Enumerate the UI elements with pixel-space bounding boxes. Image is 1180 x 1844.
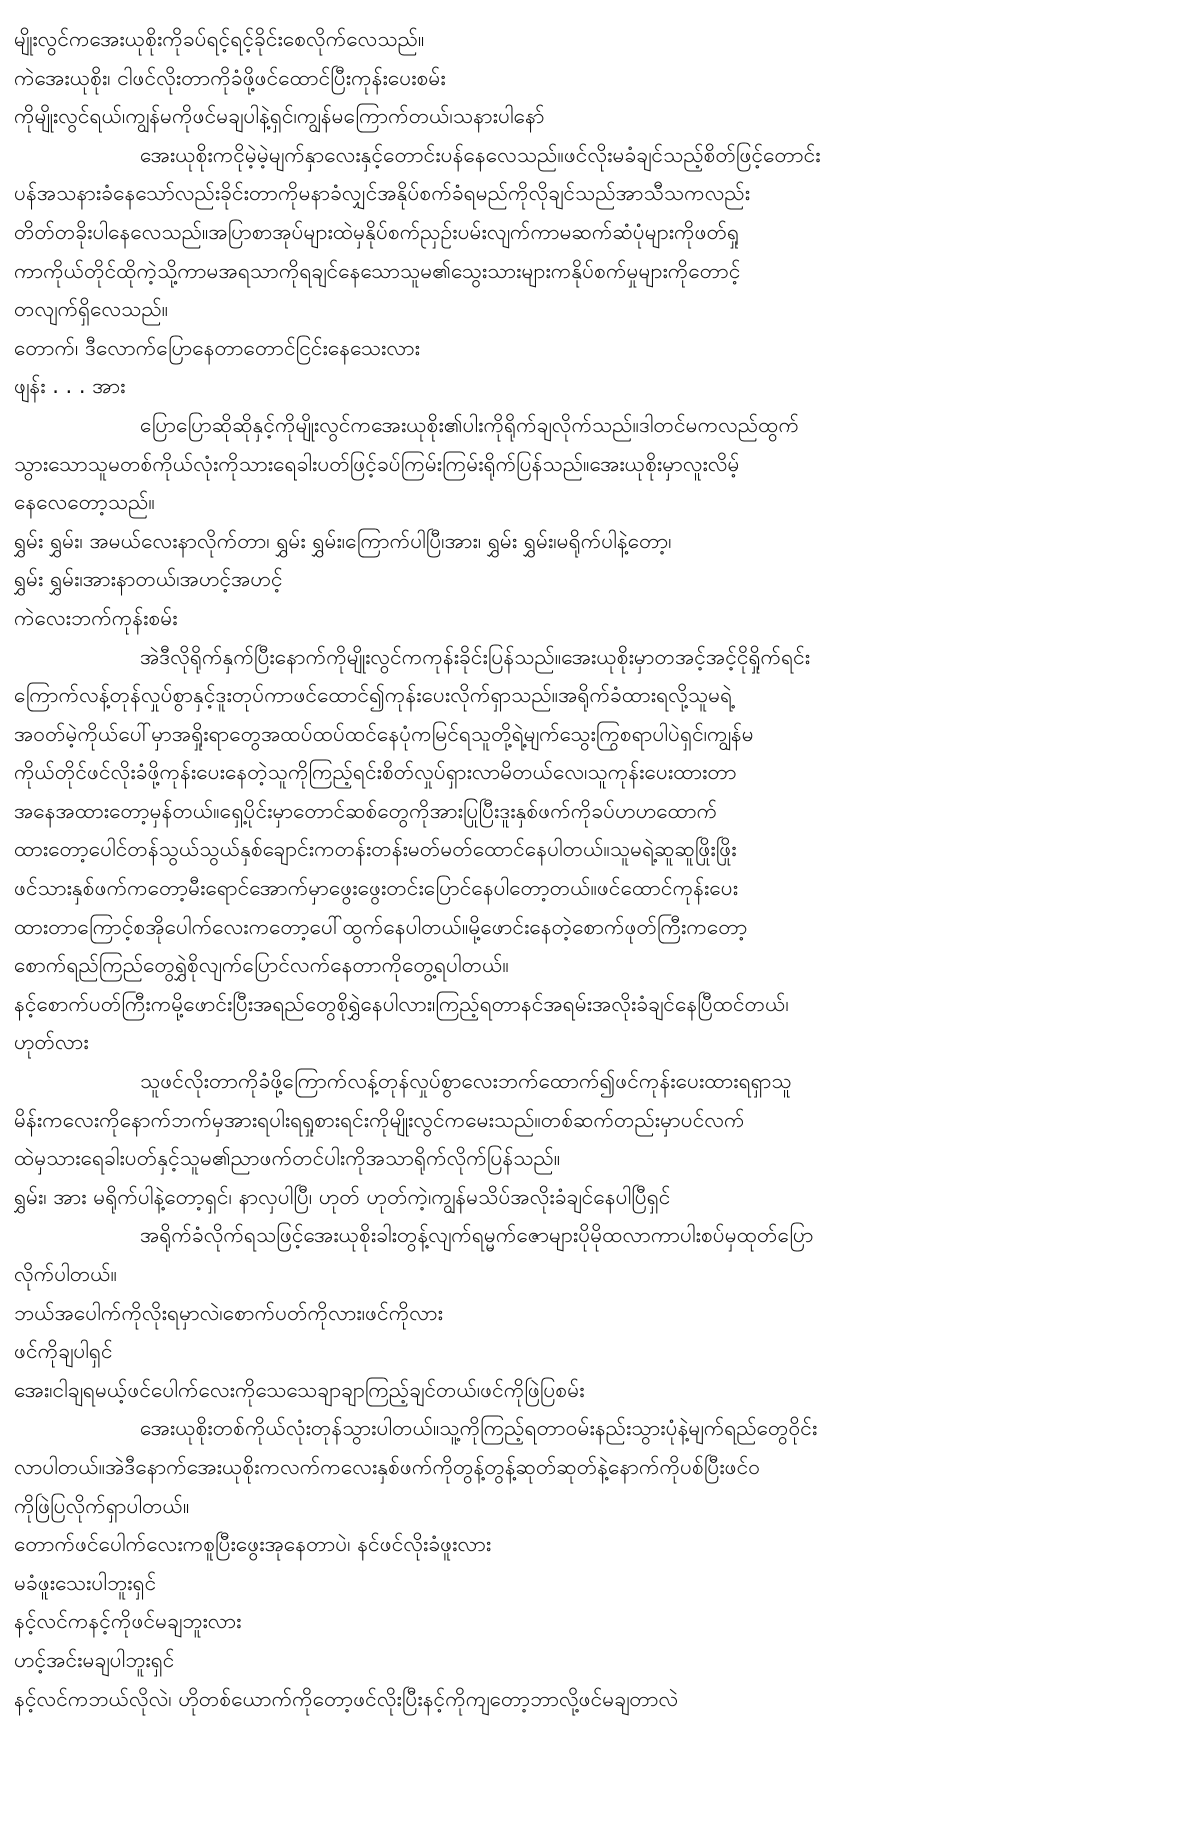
text-line: နင့်လင်ကဘယ်လိုလဲ၊ ဟိုတစ်ယောက်ကိုတော့ဖင်လိုးပြီးနင့်ကိုကျတော့ဘာလို့ဖင်မချတာလဲ	[14, 1686, 679, 1711]
text-line: ပန်အသနားခံနေသော်လည်းခိုင်းတာကိုမနာခံလျှင်အနိုပ်စက်ခံရမည်ကိုလိုချင်သည်အာသီသကလည်း	[14, 181, 751, 206]
text-line: မိန်းကလေးကိုနောက်ဘက်မှအားရပါးရရှုစားရင်းကိုမျိုးလွင်ကမေးသည်။တစ်ဆက်တည်းမှာပင်လက်	[14, 1107, 745, 1132]
text-line: ဖင်ကိုချပါရှင်	[14, 1339, 113, 1364]
paragraph-first-line: အရိုက်ခံလိုက်ရသဖြင့်အေးယုစိုးခါးတွန့်လျက်ရမ္မက်ဇောများပိုမိုထလာကာပါးစပ်မှထုတ်ပြော	[140, 1223, 814, 1248]
text-line: တောက်ဖင်ပေါက်လေးကစူပြီးဖွေးအုနေတာပဲ၊ နင်ဖင်လိုးခံဖူးလား	[14, 1532, 492, 1557]
text-line: နင့်စောက်ပတ်ကြီးကမို့ဖောင်းပြီးအရည်တွေစိုရွှဲနေပါလား၊ကြည့်ရတာနင်အရမ်းအလိုးခံချင်နေပြီထင်တယ်၊	[14, 991, 789, 1016]
text-line: အနေအထားတော့မှန်တယ်။ရှေ့ပိုင်းမှာတောင်ဆစ်တွေကိုအားပြုပြီးဒူးနှစ်ဖက်ကိုခပ်ဟဟထောက်	[14, 798, 718, 823]
text-line: ရွှမ်း ရွှမ်း၊ အမယ်လေးနာလိုက်တာ၊ ရွှမ်း ရွှမ်း၊ကြောက်ပါပြီ၊အား၊ ရွှမ်း ရွှမ်း၊မရိုက်ပါနဲ့တော့၊	[14, 528, 672, 553]
text-line: ဟင့်အင်းမချပါဘူးရှင်	[14, 1647, 175, 1672]
text-line: မခံဖူးသေးပါဘူးရှင်	[14, 1570, 157, 1595]
text-line: မျိုးလွင်ကအေးယုစိုးကိုခပ်ရင့်ရင့်ခိုင်းစေလိုက်လေသည်။	[14, 27, 425, 51]
document-body	[14, 20, 1166, 1718]
text-line: တိတ်တခိုးပါနေလေသည်။အပြာစာအုပ်များထဲမှနိုပ်စက်ညှဥ်းပမ်းလျက်ကာမဆက်ဆံပုံများကိုဖတ်ရှု	[14, 219, 740, 244]
text-line: စောက်ရည်ကြည်တွေရွှဲစိုလျက်ပြောင်လက်နေတာကိုတွေ့ရပါတယ်။	[14, 953, 509, 978]
text-line: တောက်၊ ဒီလောက်ပြောနေတာတောင်ငြင်းနေသေးလား	[14, 335, 420, 360]
text-line: ရွှမ်း၊ အား မရိုက်ပါနဲ့တော့ရှင်၊ နာလှပါပြီ၊ ဟုတ် ဟုတ်ကဲ့၊ကျွန်မသိပ်အလိုးခံချင်နေပါပြီရှင်	[14, 1184, 671, 1209]
text-line: အေး၊ငါချရမယ့်ဖင်ပေါက်လေးကိုသေသေချာချာကြည့်ချင်တယ်၊ဖင်ကိုဖြဲပြစမ်း	[14, 1377, 585, 1402]
text-line: ကာကိုယ်တိုင်ထိုကဲ့သို့ကာမအရသာကိုရချင်နေသောသူမ၏သွေးသားများကနိုပ်စက်မှုများကိုတောင့်	[14, 258, 741, 283]
text-line: နင့်လင်ကနင့်ကိုဖင်မချဘူးလား	[14, 1609, 242, 1634]
text-line: လာပါတယ်။အဲဒီနောက်အေးယုစိုးကလက်ကလေးနှစ်ဖက်ကိုတွန့်တွန့်ဆုတ်ဆုတ်နဲ့နောက်ကိုပစ်ပြီးဖင်ဝ	[14, 1454, 761, 1479]
paragraph-first-line: ပြောပြောဆိုဆိုနှင့်ကိုမျိုးလွင်ကအေးယုစိုး၏ပါးကိုရိုက်ချလိုက်သည်။ဒါတင်မကလည်ထွက်	[140, 412, 800, 437]
paragraph-first-line: သူဖင်လိုးတာကိုခံဖို့ကြောက်လန့်တုန်လှုပ်စွာလေးဘက်ထောက်၍ဖင်ကုန်းပေးထားရရှာသူ	[140, 1069, 792, 1094]
text-line: ထားတာကြောင့်စအိုပေါက်လေးကတော့ပေါ်ထွက်နေပါတယ်။မို့ဖောင်းနေတဲ့စောက်ဖုတ်ကြီးကတော့	[14, 914, 748, 939]
text-line: တလျက်ရှိလေသည်။	[14, 297, 169, 322]
text-line: ဖျန်း . . . အား	[14, 374, 126, 399]
text-line: ဟုတ်လား	[14, 1030, 89, 1055]
paragraph-first-line: အေးယုစိုးကငိုမဲ့မဲ့မျက်နှာလေးနှင့်တောင်းပန်နေလေသည်။ဖင်လိုးမခံချင်သည့်စိတ်ဖြင့်တောင်း	[140, 142, 821, 167]
text-line: အဝတ်မဲ့ကိုယ်ပေါ်မှာအရှိုးရာတွေအထပ်ထပ်ထင်နေပုံကမြင်ရသူတို့ရဲ့မျက်သွေးကြွစရာပါပဲရှင်၊ကျွန်မ	[14, 721, 754, 746]
text-line: ကိုဖြဲပြလိုက်ရှာပါတယ်။	[14, 1493, 190, 1518]
text-line: နေလေတော့သည်။	[14, 490, 155, 515]
text-line: ထားတော့ပေါင်တန်သွယ်သွယ်နှစ်ချောင်းကတန်းတန်းမတ်မတ်ထောင်နေပါတယ်။သူမရဲ့ဆူဆူဖြိုးဖြိုး	[14, 837, 737, 862]
text-line: ကဲလေးဘက်ကုန်းစမ်း	[14, 605, 178, 630]
text-line: လိုက်ပါတယ်။	[14, 1262, 118, 1286]
text-line: ကိုမျိုးလွင်ရယ်၊ကျွန်မကိုဖင်မချပါနဲ့ရှင်၊ကျွန်မကြောက်တယ်၊သနားပါနော်	[14, 104, 545, 129]
text-line: ဖင်သားနှစ်ဖက်ကတော့မီးရောင်အောက်မှာဖွေးဖွေးတင်းပြောင်နေပါတော့တယ်။ဖင်ထောင်ကုန်းပေး	[14, 876, 739, 901]
text-line: သွားသောသူမတစ်ကိုယ်လုံးကိုသားရေခါးပတ်ဖြင့်ခပ်ကြမ်းကြမ်းရိုက်ပြန်သည်။အေးယုစိုးမှာလူးလိမ့်	[14, 451, 740, 476]
text-line: ထဲမှသားရေခါးပတ်နှင့်သူမ၏ညာဖက်တင်ပါးကိုအသာရိုက်လိုက်ပြန်သည်။	[14, 1146, 561, 1171]
text-line: ဘယ်အပေါက်ကိုလိုးရမှာလဲ၊စောက်ပတ်ကိုလား၊ဖင်ကိုလား	[14, 1300, 443, 1325]
paragraph-first-line: အဲဒီလိုရိုက်နှက်ပြီးနောက်ကိုမျိုးလွင်ကကုန်းခိုင်းပြန်သည်။အေးယုစိုးမှာတအင့်အင့်ငိုရှိုက်ရင်း	[140, 644, 811, 669]
text-line: ကဲအေးယုစိုး၊ ငါဖင်လိုးတာကိုခံဖို့ဖင်ထောင်ပြီးကုန်းပေးစမ်း	[14, 65, 446, 90]
text-line: ကိုယ်တိုင်ဖင်လိုးခံဖို့ကုန်းပေးနေတဲ့သူကိုကြည့်ရင်းစိတ်လှုပ်ရှားလာမိတယ်လေ၊သူကုန်းပေးထားတာ	[14, 760, 737, 785]
text-line: ကြောက်လန့်တုန်လှုပ်စွာနှင့်ဒူးတုပ်ကာဖင်ထောင်၍ကုန်းပေးလိုက်ရှာသည်။အရိုက်ခံထားရလို့သူမရဲ့	[14, 683, 733, 708]
paragraph-first-line: အေးယုစိုးတစ်ကိုယ်လုံးတုန်သွားပါတယ်။သူ့ကိုကြည့်ရတာဝမ်းနည်းသွားပုံနဲ့မျက်ရည်တွေဝိုင်း	[140, 1416, 818, 1441]
text-line: ရွှမ်း ရွှမ်း၊အားနာတယ်၊အဟင့်အဟင့်	[14, 567, 283, 592]
